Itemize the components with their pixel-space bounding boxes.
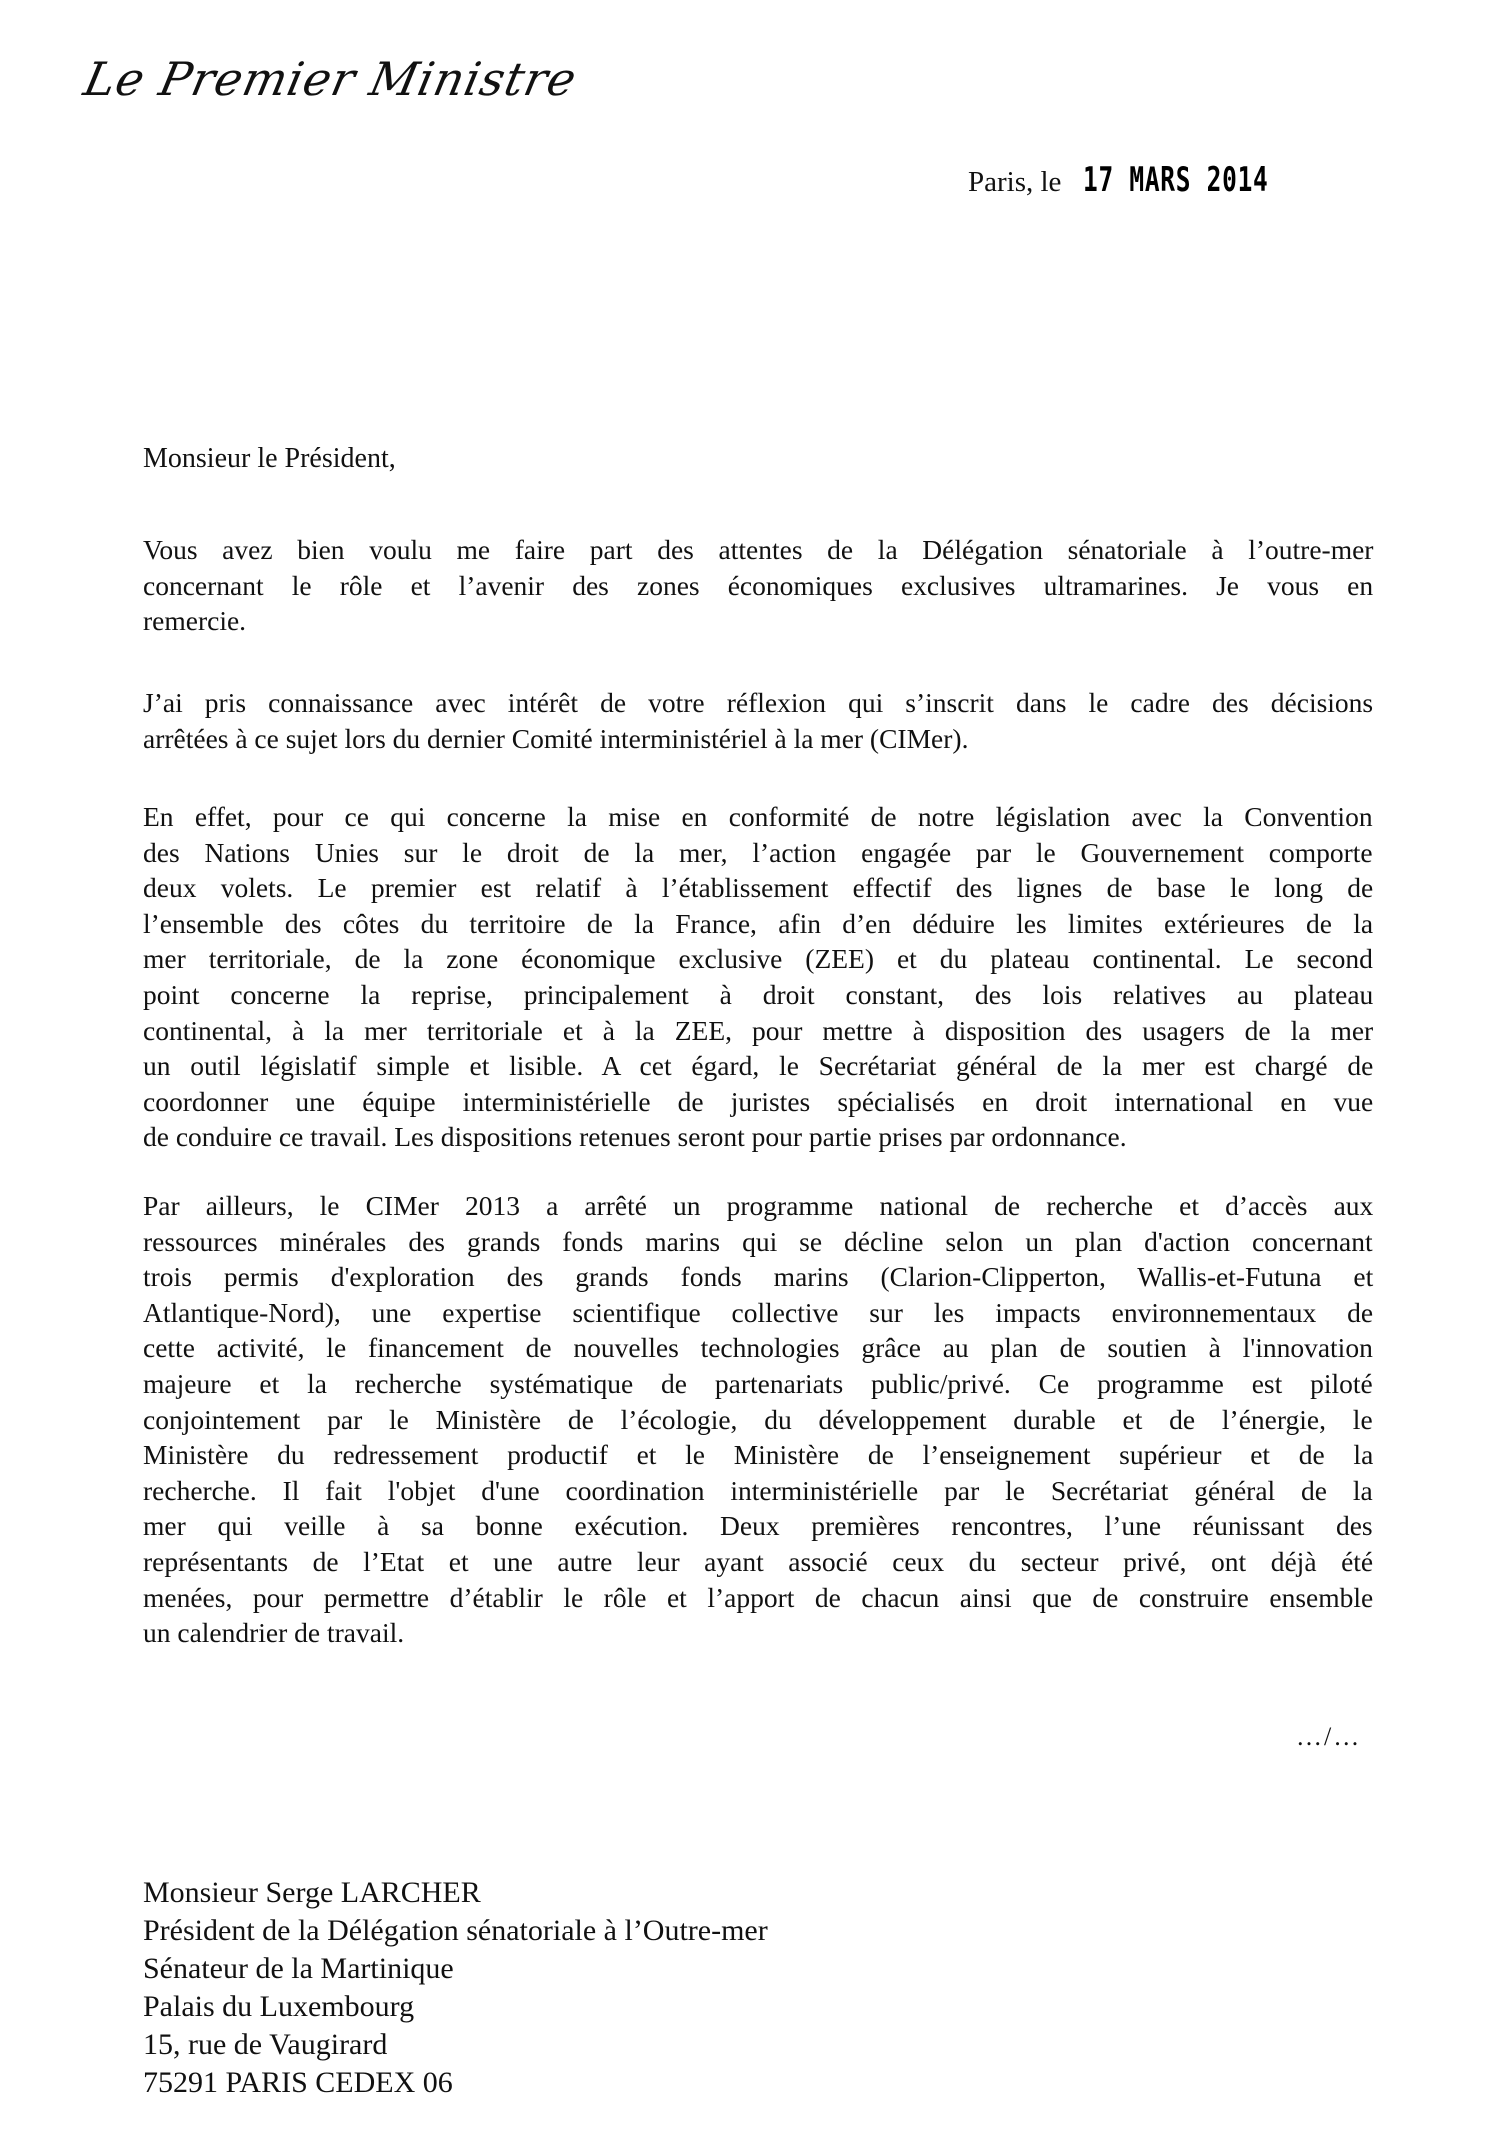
date-line: [968, 160, 1341, 200]
paragraph-line: un outil législatif simple et lisible. A cet égard, le Secrétariat général de la mer est chargé de: [143, 1050, 1374, 1082]
paragraph-2: [143, 685, 1373, 756]
address-line: Palais du Luxembourg: [143, 1990, 415, 2023]
address-line: Sénateur de la Martinique: [143, 1952, 454, 1985]
paragraph-1: [143, 532, 1373, 639]
paragraph-line: un calendrier de travail.: [143, 1617, 405, 1649]
paragraph-line: point concerne la reprise, principalement à droit constant, des lois relatives au plateau: [143, 978, 1374, 1010]
letterhead-title: Le Premier Ministre: [79, 52, 582, 106]
paragraph-3: [143, 799, 1373, 1155]
paragraph-line: En effet, pour ce qui concerne la mise en conformité de notre législation avec la Convention: [143, 801, 1373, 832]
address-line: Monsieur Serge LARCHER: [143, 1876, 481, 1909]
paragraph-line: mer qui veille à sa bonne exécution. Deux premières rencontres, l’une réunissant des: [143, 1510, 1373, 1542]
recipient-address: [143, 1874, 768, 2102]
paragraph-line: ressources minérales des grands fonds marins qui se décline selon un plan d'action concernant: [143, 1225, 1373, 1257]
date-place: Paris, le: [968, 166, 1062, 198]
salutation: Monsieur le Président,: [143, 443, 396, 474]
paragraph-line: conjointement par le Ministère de l’écologie, du développement durable et de l’énergie, le: [143, 1403, 1373, 1435]
paragraph-line: l’ensemble des côtes du territoire de la France, afin d’en déduire les limites extérieures de la: [143, 907, 1374, 939]
paragraph-line: deux volets. Le premier est relatif à l’établissement effectif des lignes de base le long de: [143, 872, 1374, 904]
paragraph-line: mer territoriale, de la zone économique exclusive (ZEE) et du plateau continental. Le second: [143, 943, 1373, 975]
date-stamp: 17 MARS 2014: [1083, 160, 1269, 200]
paragraph-line: de conduire ce travail. Les dispositions retenues seront pour partie prises par ordonnance.: [143, 1121, 1127, 1153]
paragraph-line: coordonner une équipe interministérielle de juristes spécialisés en droit international en vue: [143, 1085, 1374, 1117]
paragraph-line: cette activité, le financement de nouvelles technologies grâce au plan de soutien à l'innovation: [143, 1332, 1373, 1364]
address-line: Président de la Délégation sénatoriale à l’Outre-mer: [143, 1914, 768, 1947]
paragraph-line: majeure et la recherche systématique de partenariats public/privé. Ce programme est piloté: [143, 1367, 1373, 1399]
paragraph-line: Vous avez bien voulu me faire part des attentes de la Délégation sénatoriale à l’outre-mer: [143, 534, 1374, 565]
paragraph-4: [143, 1188, 1373, 1651]
paragraph-line: trois permis d'exploration des grands fonds marins (Clarion-Clipperton, Wallis-et-Futuna et: [143, 1261, 1374, 1293]
address-line: 15, rue de Vaugirard: [143, 2028, 388, 2061]
paragraph-line: représentants de l’Etat et une autre leur ayant associé ceux du secteur privé, ont déjà été: [143, 1545, 1374, 1577]
paragraph-line: concernant le rôle et l’avenir des zones économiques exclusives ultramarines. Je vous en: [143, 569, 1374, 601]
paragraph-line: des Nations Unies sur le droit de la mer, l’action engagée par le Gouvernement comporte: [143, 836, 1373, 868]
paragraph-line: Atlantique-Nord), une expertise scientifique collective sur les impacts environnementaux de: [143, 1296, 1374, 1328]
paragraph-line: arrêtées à ce sujet lors du dernier Comité interministériel à la mer (CIMer).: [143, 722, 969, 754]
paragraph-line: J’ai pris connaissance avec intérêt de votre réflexion qui s’inscrit dans le cadre des décisions: [143, 687, 1374, 718]
paragraph-line: remercie.: [143, 605, 247, 637]
paragraph-line: recherche. Il fait l'objet d'une coordination interministérielle par le Secrétariat général de la: [143, 1474, 1373, 1506]
continuation-mark: …/…: [1296, 1722, 1362, 1751]
paragraph-line: continental, à la mer territoriale et à la ZEE, pour mettre à disposition des usagers de la mer: [143, 1014, 1374, 1046]
paragraph-line: menées, pour permettre d’établir le rôle et l’apport de chacun ainsi que de construire ensemble: [143, 1581, 1374, 1613]
paragraph-line: Par ailleurs, le CIMer 2013 a arrêté un programme national de recherche et d’accès aux: [143, 1190, 1374, 1221]
paragraph-line: Ministère du redressement productif et le Ministère de l’enseignement supérieur et de la: [143, 1439, 1374, 1471]
address-line: 75291 PARIS CEDEX 06: [143, 2066, 453, 2099]
